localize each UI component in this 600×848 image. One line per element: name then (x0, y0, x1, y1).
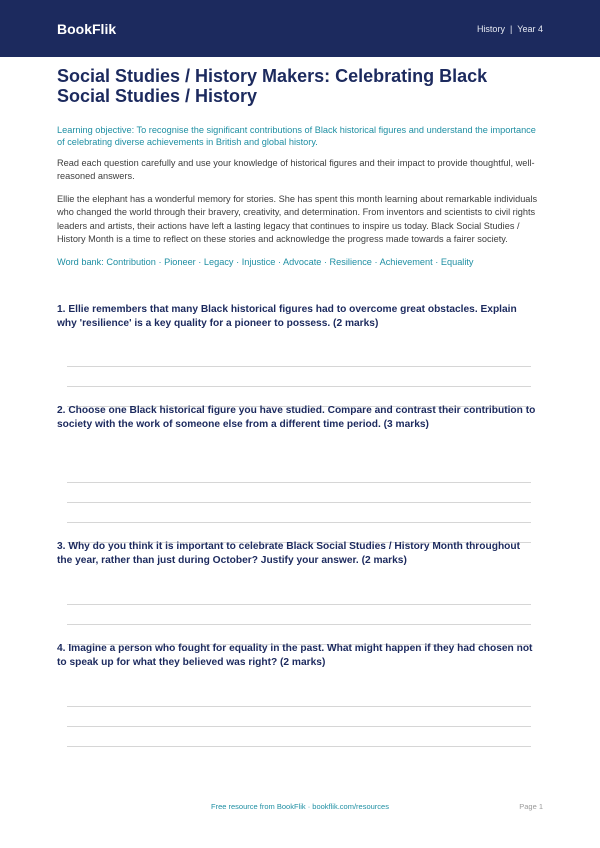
subject-label: History (476, 23, 505, 34)
separator: | (509, 23, 513, 34)
answer-line[interactable] (67, 624, 531, 625)
story-text: Ellie the elephant has a wonderful memory for stories. She has spent this month learning about remarkable individuals who changed the world through their bravery, creativity, and determination. From inventors and scientists to civil rights leaders and artists, their actions have left a lasting legacy that continues to inspire us today. Black Social Studies / History Month is a time to reflect on these stories and acknowledge the progress made towards a fairer society. (57, 193, 538, 245)
answer-line[interactable] (67, 502, 531, 503)
question-1: 1. Ellie remembers that many Black historical figures had to overcome great obstacles. Explain why 'resilience' is a key quality for a pioneer to possess. (2 marks) (57, 304, 517, 330)
answer-line[interactable] (67, 386, 531, 387)
worksheet-intro (57, 66, 543, 268)
page-number: Page 1 (519, 802, 543, 811)
answer-line[interactable] (67, 482, 531, 483)
page-title: Social Studies / History Makers: Celebrating Black Social Studies / History (57, 66, 488, 106)
answer-line[interactable] (67, 366, 531, 367)
question-4: 4. Imagine a person who fought for equality in the past. What might happen if they had chosen not to speak up for what they believed was right? (2 marks) (57, 643, 533, 669)
year-label: Year 4 (517, 23, 543, 34)
answer-line[interactable] (67, 706, 531, 707)
word-bank: Word bank: Contribution · Pioneer · Legacy · Injustice · Advocate · Resilience · Achievement · Equality (57, 257, 474, 268)
footer (0, 802, 600, 816)
question-2: 2. Choose one Black historical figure you have studied. Compare and contrast their contribution to society with the work of someone else from a different time period. (3 marks) (57, 405, 536, 431)
answer-line[interactable] (67, 604, 531, 605)
learning-objective: Learning objective: To recognise the significant contributions of Black historical figures and understand the importance of celebrating diverse achievements in British and global history. (57, 125, 536, 147)
header-bar (0, 0, 600, 57)
subject-year-label (477, 24, 543, 34)
answer-line[interactable] (67, 522, 531, 523)
instructions-text: Read each question carefully and use your knowledge of historical figures and their impact to provide thoughtful, well-reasoned answers. (57, 158, 535, 182)
footer-source-link[interactable]: Free resource from BookFlik · bookflik.com/resources (211, 802, 389, 811)
question-3: 3. Why do you think it is important to celebrate Black Social Studies / History Month throughout the year, rather than just during October? Justify your answer. (2 marks) (57, 541, 521, 567)
answer-line[interactable] (67, 726, 531, 727)
answer-line[interactable] (67, 746, 531, 747)
brand-logo[interactable]: BookFlik (57, 20, 117, 37)
